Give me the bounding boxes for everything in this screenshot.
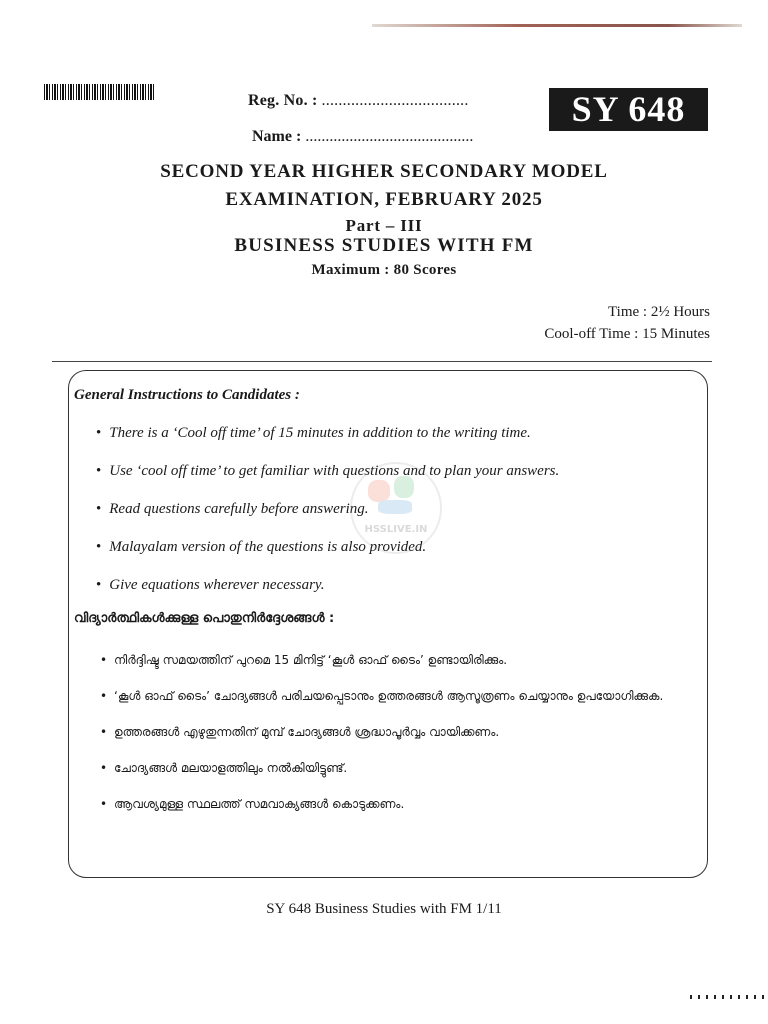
instruction-item-malayalam: • ആവശ്യമുള്ള സ്ഥലത്ത് സമവാക്യങ്ങൾ കൊടുക്കണം.	[100, 792, 670, 816]
cool-off-time: Cool-off Time : 15 Minutes	[544, 326, 710, 342]
max-scores: Maximum : 80 Scores	[311, 262, 457, 278]
instruction-item-malayalam: • നിർദ്ദിഷ്ട സമയത്തിന് പുറമെ 15 മിനിട്ട് ‘കൂൾ ഓഫ് ടൈം’ ഉണ്ടായിരിക്കും.	[100, 648, 670, 672]
instruction-item: • Use ‘cool off time’ to get familiar with questions and to plan your answers.	[96, 460, 559, 498]
divider	[52, 361, 712, 362]
instructions-heading-malayalam: വിദ്യാർത്ഥികൾക്കുള്ള പൊതുനിർദ്ദേശങ്ങൾ :	[74, 611, 335, 626]
instructions-list-english	[96, 422, 559, 612]
paper-code-badge: SY 648	[549, 88, 708, 131]
time-duration: Time : 2½ Hours	[608, 304, 710, 320]
name-dots: ..........................................	[305, 128, 474, 145]
instruction-item: • Read questions carefully before answering.	[96, 498, 559, 536]
watermark-text: HSSLIVE.IN	[364, 524, 428, 535]
instruction-item: • Give equations wherever necessary.	[96, 574, 559, 612]
scan-artifact	[690, 995, 768, 999]
instruction-item: • Malayalam version of the questions is also provided.	[96, 536, 559, 574]
name-field	[252, 128, 473, 146]
instruction-item-malayalam: • ‘കൂൾ ഓഫ് ടൈം’ ചോദ്യങ്ങൾ പരിചയപ്പെടാനും ഉത്തരങ്ങൾ ആസൂത്രണം ചെയ്യാനും ഉപയോഗിക്കുക.	[100, 684, 670, 708]
instruction-item-malayalam: • ചോദ്യങ്ങൾ മലയാളത്തിലും നൽകിയിട്ടുണ്ട്.	[100, 756, 670, 780]
name-label: Name :	[252, 128, 302, 145]
exam-title-line1: SECOND YEAR HIGHER SECONDARY MODEL	[160, 161, 608, 182]
reg-no-dots: ...................................	[321, 92, 469, 109]
barcode	[44, 84, 154, 100]
exam-part: Part – III	[345, 216, 423, 235]
exam-title-line2: EXAMINATION, FEBRUARY 2025	[225, 189, 543, 210]
reg-no-label: Reg. No. :	[248, 92, 318, 109]
instruction-item: • There is a ‘Cool off time’ of 15 minutes in addition to the writing time.	[96, 422, 559, 460]
scan-edge-line	[372, 24, 742, 27]
instructions-list-malayalam	[100, 648, 670, 828]
instruction-item-malayalam: • ഉത്തരങ്ങൾ എഴുതുന്നതിന് മുമ്പ് ചോദ്യങ്ങൾ ശ്രദ്ധാപൂർവ്വം വായിക്കണം.	[100, 720, 670, 744]
reg-no-field	[248, 92, 469, 110]
instructions-heading: General Instructions to Candidates :	[74, 387, 300, 403]
exam-subject: BUSINESS STUDIES WITH FM	[234, 235, 534, 256]
page-footer: SY 648 Business Studies with FM 1/11	[266, 901, 502, 917]
